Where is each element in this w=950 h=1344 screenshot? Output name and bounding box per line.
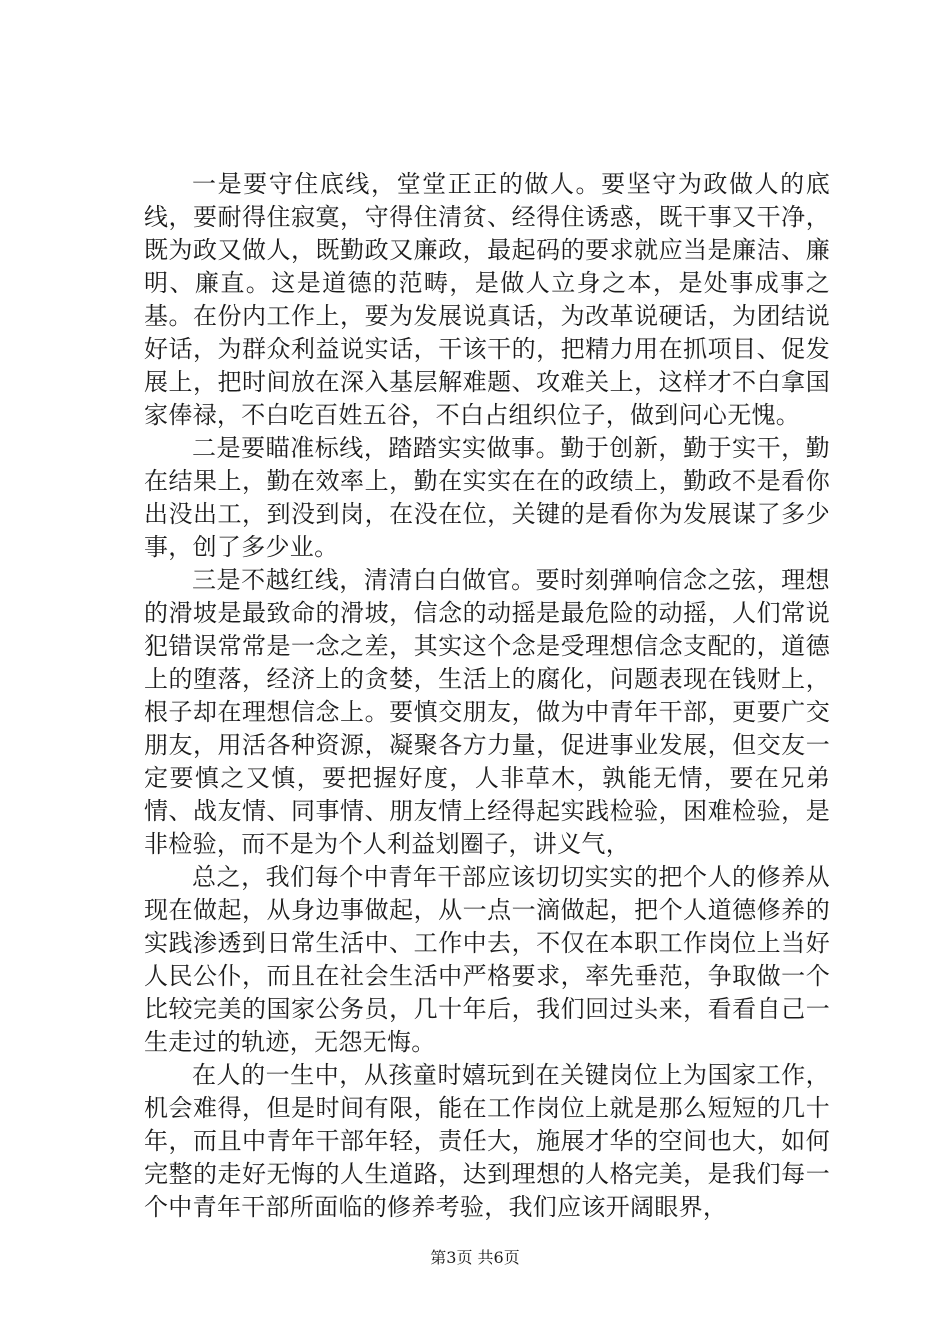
page-total: 共6页 [477,1248,520,1267]
document-body [144,168,830,1224]
paragraph-summary: 总之，我们每个中青年干部应该切切实实的把个人的修养从现在做起，从身边事做起，从一点一滴做起，把个人道德修养的实践渗透到日常生活中、工作中去，不仅在本职工作岗位上当好人民公仆，而且在社会生活中严格要求，率先垂范，争取做一个比较完美的国家公务员，几十年后，我们回过头来，看看自己一生走过的轨迹，无怨无悔。 [144,863,830,1056]
page-number: 第3页 [430,1248,473,1267]
paragraph-red-line: 三是不越红线，清清白白做官。要时刻弹响信念之弦，理想的滑坡是最致命的滑坡，信念的动摇是最危险的动摇，人们常说犯错误常常是一念之差，其实这个念是受理想信念支配的，道德上的堕落，经济上的贪婪，生活上的腐化，问题表现在钱财上，根子却在理想信念上。要慎交朋友，做为中青年干部，更要广交朋友，用活各种资源，凝聚各方力量，促进事业发展，但交友一定要慎之又慎，要把握好度，人非草木，孰能无情，要在兄弟情、战友情、同事情、朋友情上经得起实践检验，困难检验，是非检验，而不是为个人利益划圈子，讲义气， [144,566,830,858]
page-footer [0,1245,950,1268]
paragraph-bottom-line: 一是要守住底线，堂堂正正的做人。要坚守为政做人的底线，要耐得住寂寞，守得住清贫、经得住诱惑，既干事又干净，既为政又做人，既勤政又廉政，最起码的要求就应当是廉洁、廉明、廉直。这是道德的范畴，是做人立身之本，是处事成事之基。在份内工作上，要为发展说真话，为改革说硬话，为团结说好话，为群众利益说实话，干该干的，把精力用在抓项目、促发展上，把时间放在深入基层解难题、攻难关上，这样才不白拿国家俸禄，不白吃百姓五谷，不白占组织位子，做到问心无愧。 [144,170,830,429]
paragraph-target-line: 二是要瞄准标线，踏踏实实做事。勤于创新，勤于实干，勤在结果上，勤在效率上，勤在实实在在的政绩上，勤政不是看你出没出工，到没到岗，在没在位，关键的是看你为发展谋了多少事，创了多少业。 [144,434,830,561]
paragraph-life: 在人的一生中，从孩童时嬉玩到在关键岗位上为国家工作，机会难得，但是时间有限，能在工作岗位上就是那么短短的几十年，而且中青年干部年轻，责任大，施展才华的空间也大，如何完整的走好无悔的人生道路，达到理想的人格完美，是我们每一个中青年干部所面临的修养考验，我们应该开阔眼界， [144,1061,830,1221]
